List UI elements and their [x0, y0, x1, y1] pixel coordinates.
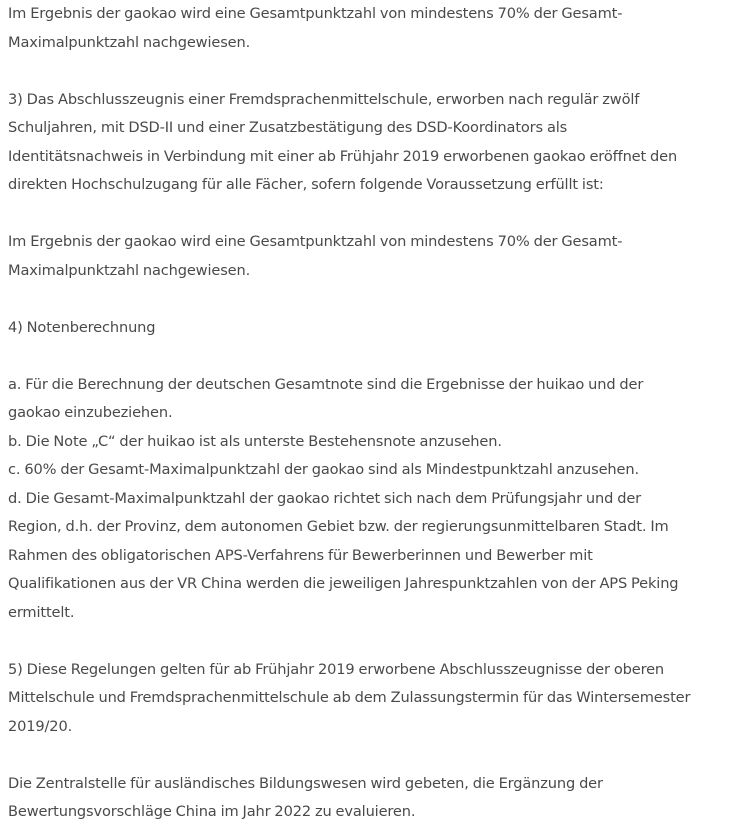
text-line: Mittelschule und Fremdsprachenmittelschule ab dem Zulassungstermin für das Wintersemester	[8, 689, 691, 706]
paragraph-spacer	[8, 342, 736, 371]
text-line: Die Zentralstelle für ausländisches Bildungswesen wird gebeten, die Ergänzung der	[8, 774, 603, 792]
text-line: Region, d.h. der Provinz, dem autonomen Gebiet bzw. der regierungsunmittelbaren Stadt. Im	[8, 518, 669, 535]
text-line: Im Ergebnis der gaokao wird eine Gesamtpunktzahl von mindestens 70% der Gesamt-	[8, 233, 623, 250]
text-line: Bewertungsvorschläge China im Jahr 2022 zu evaluieren.	[8, 803, 416, 820]
section-heading-4	[8, 314, 736, 343]
document-body	[8, 0, 736, 827]
paragraph-grading-list	[8, 371, 736, 628]
text-line: 2019/20.	[8, 717, 73, 735]
paragraph-closing	[8, 770, 736, 827]
text-line: gaokao einzubeziehen.	[8, 404, 173, 421]
list-item-d: d. Die Gesamt-Maximalpunktzahl der gaokao richtet sich nach dem Prüfungsjahr und der	[8, 489, 642, 507]
section-heading: 4) Notenberechnung	[8, 318, 156, 336]
text-line: Im Ergebnis der gaokao wird eine Gesamtpunktzahl von mindestens 70% der Gesamt-	[8, 5, 623, 22]
list-item-c: c. 60% der Gesamt-Maximalpunktzahl der gaokao sind als Mindestpunktzahl anzusehen.	[8, 461, 639, 478]
text-line: Maximalpunktzahl nachgewiesen.	[8, 261, 251, 279]
text-line: Maximalpunktzahl nachgewiesen.	[8, 33, 251, 51]
text-line: 5) Diese Regelungen gelten für ab Frühjahr 2019 erworbene Abschlusszeugnisse der oberen	[8, 660, 665, 678]
paragraph-section-3	[8, 86, 736, 200]
paragraph-spacer	[8, 57, 736, 86]
paragraph-spacer	[8, 627, 736, 656]
text-line: Rahmen des obligatorischen APS-Verfahrens für Bewerberinnen und Bewerber mit	[8, 546, 593, 564]
text-line: 3) Das Abschlusszeugnis einer Fremdsprachenmittelschule, erworben nach regulär zwölf	[8, 90, 640, 108]
paragraph-section-5	[8, 656, 736, 742]
text-line: Qualifikationen aus der VR China werden die jeweiligen Jahrespunktzahlen von der APS Peking	[8, 575, 679, 592]
paragraph-spacer	[8, 200, 736, 229]
text-line: Identitätsnachweis in Verbindung mit einer ab Frühjahr 2019 erworbenen gaokao eröffnet den	[8, 147, 678, 165]
text-line: direkten Hochschulzugang für alle Fächer, sofern folgende Voraussetzung erfüllt ist:	[8, 176, 604, 193]
text-line: ermittelt.	[8, 603, 75, 621]
paragraph-spacer	[8, 741, 736, 770]
paragraph-requirement-2	[8, 228, 736, 285]
paragraph-requirement-1	[8, 0, 736, 57]
list-item-b: b. Die Note „C“ der huikao ist als unterste Bestehensnote anzusehen.	[8, 432, 502, 450]
text-line: Schuljahren, mit DSD-II und einer Zusatzbestätigung des DSD-Koordinators als	[8, 119, 568, 136]
list-item-a: a. Für die Berechnung der deutschen Gesamtnote sind die Ergebnisse der huikao und der	[8, 375, 644, 393]
paragraph-spacer	[8, 285, 736, 314]
